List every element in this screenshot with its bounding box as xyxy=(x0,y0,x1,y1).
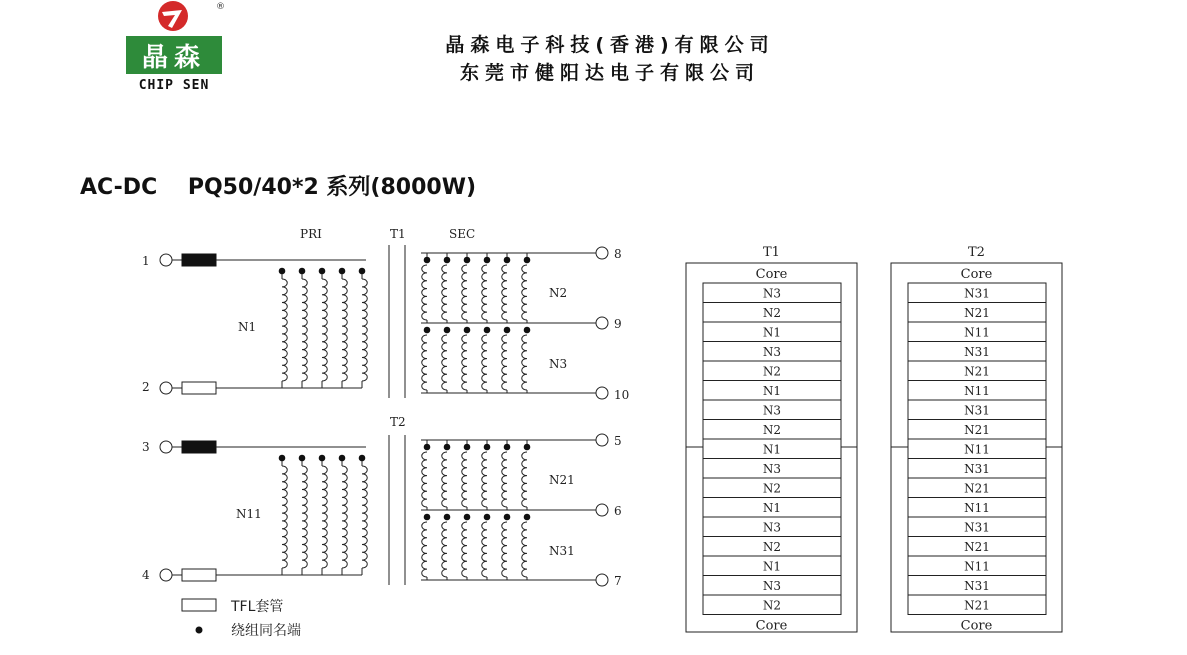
label-t1: T1 xyxy=(390,227,406,241)
winding-schematic xyxy=(160,245,608,586)
tfl-sleeve-icon xyxy=(182,382,216,394)
label-pri: PRI xyxy=(300,227,322,241)
winding-layer-label: N21 xyxy=(964,598,990,613)
polarity-dot xyxy=(424,327,431,334)
secondary-coil xyxy=(422,265,427,320)
winding-layer-label: N21 xyxy=(964,423,990,437)
polarity-dot xyxy=(424,444,431,451)
legend xyxy=(182,599,301,639)
winding-layer-label: N2 xyxy=(762,423,782,437)
schematic-labels xyxy=(142,227,629,588)
polarity-dot xyxy=(484,327,491,334)
winding-layer-label: N1 xyxy=(762,325,782,340)
pin-terminal-10 xyxy=(596,387,608,399)
pin-terminal-2 xyxy=(160,382,172,394)
polarity-dot xyxy=(504,514,511,521)
polarity-dot xyxy=(279,268,286,275)
primary-coil xyxy=(302,279,307,381)
polarity-dot xyxy=(339,455,346,462)
pin-label-5: 5 xyxy=(614,434,622,448)
secondary-coil xyxy=(482,265,487,320)
winding-label-n2: N2 xyxy=(549,286,568,300)
winding-layer-label: N31 xyxy=(964,286,990,301)
secondary-coil xyxy=(462,335,467,390)
polarity-dot xyxy=(524,327,531,334)
secondary-coil xyxy=(422,522,427,577)
polarity-dot xyxy=(319,455,326,462)
polarity-dot xyxy=(279,455,286,462)
winding-layer-label: N2 xyxy=(762,364,782,379)
winding-layer-label: N3 xyxy=(762,520,782,535)
secondary-coil xyxy=(522,522,527,577)
polarity-dot xyxy=(524,444,531,451)
polarity-dot xyxy=(424,514,431,521)
label-t2: T2 xyxy=(390,415,406,429)
primary-coil xyxy=(322,279,327,381)
pin-label-10: 10 xyxy=(614,388,630,402)
winding-layer-label: N11 xyxy=(964,559,990,574)
pin-label-4: 4 xyxy=(142,568,150,582)
legend-tfl-label: TFL套管 xyxy=(231,599,284,615)
winding-layer-label: N31 xyxy=(964,520,990,535)
label-sec: SEC xyxy=(449,227,476,241)
polarity-dot xyxy=(504,257,511,264)
polarity-dot xyxy=(444,444,451,451)
primary-coil xyxy=(282,279,287,381)
pin-terminal-4 xyxy=(160,569,172,581)
polarity-dot xyxy=(464,444,471,451)
legend-tfl-icon xyxy=(182,599,216,611)
pin-terminal-7 xyxy=(596,574,608,586)
polarity-dot xyxy=(524,257,531,264)
secondary-coil xyxy=(462,265,467,320)
polarity-dot xyxy=(339,268,346,275)
pin-label-6: 6 xyxy=(614,504,622,518)
core-label-top: Core xyxy=(960,267,993,282)
winding-layer-label: N2 xyxy=(762,540,782,554)
secondary-coil xyxy=(522,335,527,390)
winding-label-n1: N1 xyxy=(238,320,257,334)
primary-coil xyxy=(342,466,347,568)
winding-layer-label: N31 xyxy=(964,579,990,593)
polarity-dot xyxy=(464,257,471,264)
secondary-coil xyxy=(482,335,487,390)
polarity-dot xyxy=(424,257,431,264)
winding-layer-label: N31 xyxy=(964,403,990,418)
pin-label-3: 3 xyxy=(142,440,150,454)
winding-layer-label: N21 xyxy=(964,364,990,379)
polarity-dot xyxy=(484,444,491,451)
polarity-dot xyxy=(319,268,326,275)
stack-title: T1 xyxy=(763,245,780,260)
pin-terminal-8 xyxy=(596,247,608,259)
winding-layer-label: N11 xyxy=(964,501,990,515)
winding-layer-label: N1 xyxy=(762,384,782,398)
winding-layer-label: N3 xyxy=(762,403,782,418)
primary-coil xyxy=(322,466,327,568)
winding-layer-label: N3 xyxy=(762,286,782,301)
primary-coil xyxy=(362,466,367,568)
secondary-coil xyxy=(422,335,427,390)
pin-terminal-1 xyxy=(160,254,172,266)
logo-registered-mark: ® xyxy=(216,2,225,12)
polarity-dot xyxy=(299,455,306,462)
primary-coil xyxy=(342,279,347,381)
winding-layer-label: N31 xyxy=(964,462,990,476)
winding-label-n21: N21 xyxy=(549,473,575,487)
polarity-dot xyxy=(444,327,451,334)
winding-layer-label: N21 xyxy=(964,481,990,496)
secondary-coil xyxy=(442,335,447,390)
pin-terminal-9 xyxy=(596,317,608,329)
secondary-coil xyxy=(502,335,507,390)
pin-label-8: 8 xyxy=(614,247,622,261)
polarity-dot xyxy=(484,514,491,521)
primary-coil xyxy=(282,466,287,568)
page-title: AC-DC PQ50/40*2 系列(8000W) xyxy=(80,175,477,200)
legend-dot-icon xyxy=(196,627,203,634)
winding-layer-label: N11 xyxy=(964,325,990,340)
winding-layer-label: N2 xyxy=(762,598,782,613)
layer-stack-t2 xyxy=(891,245,1062,634)
winding-layer-label: N11 xyxy=(964,442,990,457)
polarity-dot xyxy=(504,327,511,334)
pin-terminal-5 xyxy=(596,434,608,446)
layer-stack-t1 xyxy=(686,245,857,634)
winding-layer-label: N3 xyxy=(762,462,782,476)
pin-terminal-6 xyxy=(596,504,608,516)
pin-label-7: 7 xyxy=(614,574,622,588)
winding-layer-label: N21 xyxy=(964,306,990,320)
winding-layer-label: N2 xyxy=(762,481,782,496)
winding-label-n3: N3 xyxy=(549,357,568,371)
secondary-coil xyxy=(422,452,427,507)
winding-label-n31: N31 xyxy=(549,544,575,558)
secondary-coil xyxy=(482,452,487,507)
winding-layer-label: N11 xyxy=(964,384,990,398)
secondary-coil xyxy=(502,452,507,507)
secondary-coil xyxy=(442,265,447,320)
inductor-block-icon xyxy=(182,441,216,453)
polarity-dot xyxy=(524,514,531,521)
logo-english-text: CHIP SEN xyxy=(138,78,210,92)
primary-coil xyxy=(362,279,367,381)
winding-layer-label: N1 xyxy=(762,501,782,515)
pin-label-2: 2 xyxy=(142,380,150,394)
winding-label-n11: N11 xyxy=(236,507,262,521)
polarity-dot xyxy=(359,268,366,275)
secondary-coil xyxy=(442,452,447,507)
secondary-coil xyxy=(442,522,447,577)
secondary-coil xyxy=(502,522,507,577)
secondary-coil xyxy=(482,522,487,577)
polarity-dot xyxy=(299,268,306,275)
polarity-dot xyxy=(444,257,451,264)
pin-label-9: 9 xyxy=(614,317,622,331)
stack-title: T2 xyxy=(968,245,985,260)
legend-dot-label: 绕组同名端 xyxy=(231,623,301,639)
polarity-dot xyxy=(359,455,366,462)
core-label-bottom: Core xyxy=(755,618,788,634)
polarity-dot xyxy=(484,257,491,264)
secondary-coil xyxy=(502,265,507,320)
winding-layer-label: N2 xyxy=(762,306,782,320)
winding-layer-label: N1 xyxy=(762,559,782,574)
logo-chinese-text: 晶森 xyxy=(141,43,207,73)
company-name-hk: 晶森电子科技(香港)有限公司 xyxy=(445,34,775,56)
company-name-dg: 东莞市健阳达电子有限公司 xyxy=(459,62,760,84)
winding-layer-label: N31 xyxy=(964,345,990,359)
core-label-bottom: Core xyxy=(960,618,993,634)
polarity-dot xyxy=(464,514,471,521)
polarity-dot xyxy=(464,327,471,334)
inductor-block-icon xyxy=(182,254,216,266)
secondary-coil xyxy=(522,452,527,507)
winding-layer-label: N3 xyxy=(762,345,782,359)
polarity-dot xyxy=(504,444,511,451)
winding-layer-label: N3 xyxy=(762,579,782,593)
secondary-coil xyxy=(462,452,467,507)
secondary-coil xyxy=(462,522,467,577)
core-label-top: Core xyxy=(755,267,788,282)
winding-layer-label: N21 xyxy=(964,540,990,554)
pin-terminal-3 xyxy=(160,441,172,453)
primary-coil xyxy=(302,466,307,568)
polarity-dot xyxy=(444,514,451,521)
pin-label-1: 1 xyxy=(142,254,150,268)
tfl-sleeve-icon xyxy=(182,569,216,581)
winding-layer-label: N1 xyxy=(762,442,782,457)
secondary-coil xyxy=(522,265,527,320)
